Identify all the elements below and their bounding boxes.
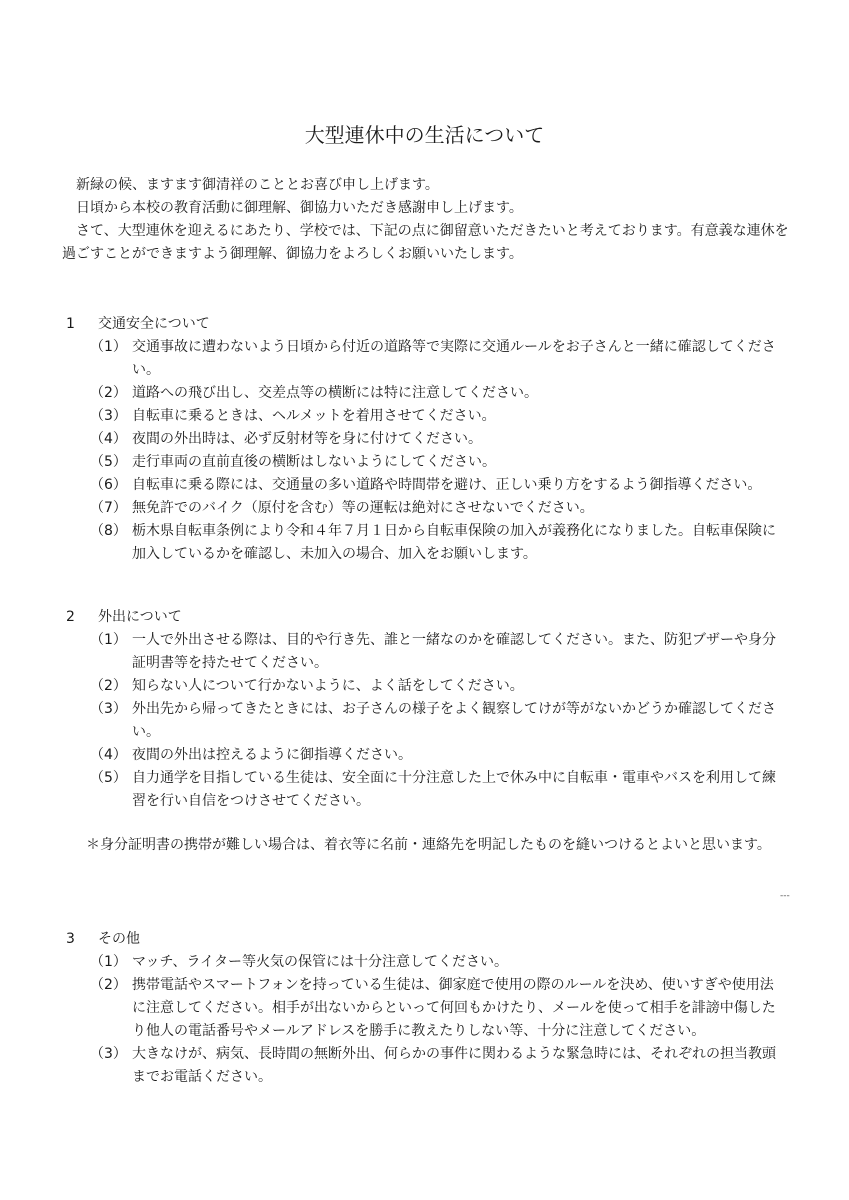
item-text: 栃木県自転車条例により令和４年７月１日から自転車保険の加入が義務化になりました。自転車保険に加入しているかを確認し、未加入の場合、加入をお願いします。 (132, 523, 776, 562)
section-number: 3 (66, 931, 75, 947)
intro-thanks: 日頃から本校の教育活動に御理解、御協力いただき感謝申し上げます。 (76, 200, 523, 216)
list-item (90, 951, 787, 974)
section-number: 2 (66, 609, 75, 625)
item-text: 自転車に乗る際には、交通量の多い道路や時間帯を避け、正しい乗り方をするよう御指導ください。 (132, 477, 762, 493)
section-title: その他 (98, 931, 140, 947)
list-item (90, 767, 787, 813)
item-number: （5） (90, 454, 127, 470)
intro-greeting: 新緑の候、ますます御清祥のこととお喜び申し上げます。 (76, 177, 439, 193)
item-text: 自力通学を目指している生徒は、安全面に十分注意した上で休み中に自転車・電車やバスを利用して練習を行い自信をつけさせてください。 (132, 770, 776, 809)
section-going-out (62, 606, 787, 813)
item-number: （6） (90, 477, 127, 493)
list-item (90, 698, 787, 744)
list-item (90, 520, 787, 566)
list-item (90, 1043, 787, 1089)
list-item (90, 974, 787, 1043)
item-number: （1） (90, 954, 127, 970)
item-text: 自転車に乗るときは、ヘルメットを着用させてください。 (132, 408, 496, 424)
item-text: マッチ、ライター等火気の保管には十分注意してください。 (132, 954, 509, 970)
item-number: （3） (90, 408, 127, 424)
list-item (90, 629, 787, 675)
intro-paragraphs (62, 174, 797, 266)
item-number: （7） (90, 500, 127, 516)
item-text: 走行車両の直前直後の横断はしないようにしてください。 (132, 454, 496, 470)
item-text: 一人で外出させる際は、目的や行き先、誰と一緒なのかを確認してください。また、防犯ブザーや身分証明書等を持たせてください。 (132, 632, 776, 671)
list-item (90, 405, 787, 428)
item-text: 知らない人について行かないように、よく話をしてください。 (132, 678, 524, 694)
note-text: 身分証明書の携帯が難しい場合は、着衣等に名前・連絡先を明記したものを縫いつけるとよいと思います。 (100, 837, 771, 853)
document-title: 大型連休中の生活について (304, 123, 545, 147)
item-text: 携帯電話やスマートフォンを持っている生徒は、御家庭で使用の際のルールを決め、使いすぎや使用法に注意してください。相手が出ないからといって何回もかけたり、メールを使って相手を誹謗中傷したり他人の電話番号やメールアドレスを勝手に教えたりしない等、十分に注意してください。 (132, 977, 776, 1039)
intro-request: さて、大型連休を迎えるにあたり、学校では、下記の点に御留意いただきたいと考えております。有意義な連休を過ごすことができますよう御理解、御協力をよろしくお願いいたします。 (62, 223, 789, 262)
list-item (90, 675, 787, 698)
item-text: 道路への飛び出し、交差点等の横断には特に注意してください。 (132, 385, 538, 401)
section-title: 交通安全について (98, 316, 210, 332)
section-heading (62, 313, 787, 336)
item-number: （5） (90, 770, 127, 786)
item-text: 無免許でのバイク（原付を含む）等の運転は絶対にさせないでください。 (132, 500, 594, 516)
section-traffic-safety (62, 313, 787, 566)
section-heading (62, 928, 787, 951)
item-number: （4） (90, 747, 127, 763)
item-number: （8） (90, 523, 127, 539)
section-heading (62, 606, 787, 629)
item-text: 外出先から帰ってきたときには、お子さんの様子をよく観察してけが等がないかどうか確認してください。 (132, 701, 776, 740)
list-item (90, 474, 787, 497)
item-number: （2） (90, 977, 127, 993)
item-text: 交通事故に遭わないよう日頃から付近の道路等で実際に交通ルールをお子さんと一緒に確認してください。 (132, 339, 776, 378)
list-item (90, 744, 787, 767)
item-text: 夜間の外出は控えるように御指導ください。 (132, 747, 412, 763)
section-title: 外出について (98, 609, 182, 625)
note-asterisk: ＊ (86, 837, 100, 853)
item-text: 夜間の外出時は、必ず反射材等を身に付けてください。 (132, 431, 482, 447)
page-mark: --- (780, 891, 790, 901)
list-item (90, 451, 787, 474)
item-number: （2） (90, 385, 127, 401)
list-item (90, 382, 787, 405)
list-item (90, 336, 787, 382)
item-number: （1） (90, 632, 127, 648)
item-number: （1） (90, 339, 127, 355)
item-number: （3） (90, 1046, 127, 1062)
section-number: 1 (66, 316, 75, 332)
item-number: （3） (90, 701, 127, 717)
item-number: （4） (90, 431, 127, 447)
list-item (90, 428, 787, 451)
section-other (62, 928, 787, 1089)
list-item (90, 497, 787, 520)
item-number: （2） (90, 678, 127, 694)
item-text: 大きなけが、病気、長時間の無断外出、何らかの事件に関わるような緊急時には、それぞれの担当教頭までお電話ください。 (132, 1046, 776, 1085)
id-card-note (86, 834, 786, 857)
